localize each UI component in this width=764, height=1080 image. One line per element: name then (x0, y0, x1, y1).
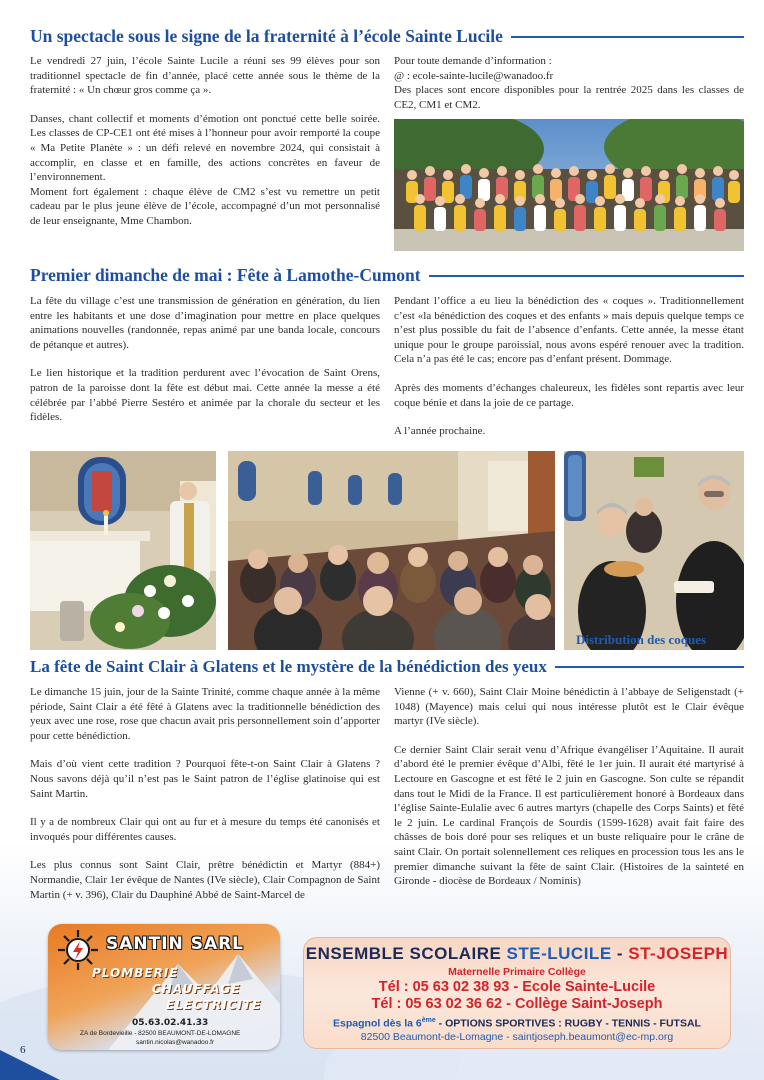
service-electricite: ELECTRICITE (166, 998, 262, 1012)
section3-right-column (394, 685, 744, 889)
paragraph: Il y a de nombreux Clair qui ont au fur et à mesure du temps été canonisés et invoqués pour différentes causes. (30, 816, 380, 843)
paragraph: A l’année prochaine. (394, 425, 486, 438)
page-corner-accent (0, 1050, 60, 1080)
school-contact: 82500 Beaumont-de-Lomagne - saintjoseph.beaumont@ec-mp.org (360, 1031, 674, 1043)
section2-left-column (30, 294, 380, 425)
advertisement-ensemble-scolaire (303, 937, 731, 1049)
page-number: 6 (20, 1044, 26, 1056)
santin-email: santin.nicolas@wanadoo.fr (136, 1039, 215, 1046)
title-rule (555, 666, 744, 668)
section-title-school-show: Un spectacle sous le signe de la fraternité à l’école Sainte Lucile (30, 26, 744, 47)
santin-address: ZA de Bordevieille - 82500 BEAUMONT-DE-LOMAGNE (80, 1030, 241, 1037)
paragraph: Les plus connus sont Saint Clair, prêtre bénédictin et Martyr (884+) Normandie, Clair 1er évêque de Nantes (IVe siècle), Clair Compagnon de Saint Martin (+ v. 396), Clair du Dauphiné Abbé de Saint-Marcel de (30, 859, 380, 901)
section1-left-column (30, 54, 380, 229)
info-line: Des places sont encore disponibles pour la rentrée 2025 dans les classes de CE2, CM1 et CM2. (394, 84, 744, 111)
paragraph: La fête du village c’est une transmission de génération en génération, du lien entre les habitants et une dose d’imagination pour mettre en place quelques animations nouvelles (randonnée, repas animé par une banda locale, concours de pétanque et autres). (30, 295, 380, 351)
santin-phone: 05.63.02.41.33 (132, 1018, 209, 1028)
section3-left-column (30, 685, 380, 902)
section-title-lamothe-fete: Premier dimanche de mai : Fête à Lamothe-Cumont (30, 265, 744, 286)
service-plomberie: PLOMBERIE (92, 966, 179, 980)
paragraph: Le dimanche 15 juin, jour de la Sainte Trinité, comme chaque année à la même période, Saint Clair a été fêté à Glatens avec la traditionnelle bénédiction des yeux avec une rose, rose que chacun avait pris personnellement soin d’apporter pour cette bénédiction. (30, 686, 380, 742)
school-phone-college: Tél : 05 63 02 36 62 - Collège Saint-Joseph (371, 996, 663, 1012)
paragraph: Pendant l’office a eu lieu la bénédiction des « coques ». Traditionnellement c’est «la bénédiction des coques et des enfants » mais depuis quelque temps ce n’est plus possible du fait de l’absence d’enfants. Cette année, la messe étant unique pour le groupe paroissial, nous avons espéré renouer avec la tradition. Cela n’a pas été le cas; encore pas d’enfant présent. Dommage. (394, 295, 744, 366)
photo-church-congregation (228, 451, 555, 650)
photo-priest-altar (30, 451, 216, 650)
paragraph: Le lien historique et la tradition perdurent avec l’évocation de Saint Orens, patron de la paroisse dont la fête est début mai. Cette année la messe a été célébrée par l’abbé Pierre Sestéro et animée par la chorale du secteur et les fidèles. (30, 367, 380, 424)
advertisement-santin (48, 924, 280, 1050)
photo-school-children-stage (394, 119, 744, 251)
paragraph: Le vendredi 27 juin, l’école Sainte Lucile a réuni ses 99 élèves pour son traditionnel spectacle de fin d’année, placé cette année sous le thème de la fraternité : « Un chœur gros comme ça ». (30, 55, 380, 97)
school-ad-title: ENSEMBLE SCOLAIRE STE-LUCILE - ST-JOSEPH (305, 944, 729, 963)
title-rule (429, 275, 744, 277)
paragraph: Vienne (+ v. 660), Saint Clair Moine bénédictin à l’abbaye de Seligenstadt (+ 1048) (Mayence) mais celui qui nous intéresse plutôt est le Clair évêque martyr (IVe siècle). (394, 686, 744, 728)
photo-coques-distribution (564, 451, 744, 650)
santin-brand: SANTIN SARL (106, 934, 245, 954)
paragraph: Danses, chant collectif et moments d’émotion ont ponctué cette belle soirée. Les classes de CP-CE1 ont été mises à l’honneur pour avoir remporté la coupe « Ma Petite Planète » : un défi relevé en novembre 2024, qui consistait à accomplir, en classe et en famille, des actions concrètes en faveur de l’environnement. (30, 112, 380, 184)
service-chauffage: CHAUFFAGE (152, 982, 241, 996)
paragraph: Ce dernier Saint Clair serait venu d’Afrique évangéliser l’Aquitaine. Il aurait d’abord été le premier évêque d’Albi, fêté le 1er juin. Il aurait été martyrisé à Lectoure en Gascogne et est fêté le 2 juin en Gascogne. Son culte se répandit dans tout le Midi de la France. Il est particulièrement honoré à Bordeaux dans l’église Sainte-Eulalie avec 6 autres martyrs (chapelle des Corps Saints) et fêté le 2 juin. Le cardinal François de Sourdis (1599-1628) avait fait faire des châsses de bois doré pour ses reliques et un buste reliquaire pour le crâne de saint Clair. On portait solennellement ces reliques en procession tous les ans le premier dimanche suivant la fête de saint Clair. (Histoires de la sainteté en Gironde - diocèse de Bordeaux / Nominis) (394, 743, 744, 888)
section2-right-column (394, 294, 744, 439)
title-rule (511, 36, 744, 38)
section1-right-column (394, 54, 744, 112)
email-line: @ : ecole-sainte-lucile@wanadoo.fr (394, 69, 554, 82)
section-title-saint-clair: La fête de Saint Clair à Glatens et le mystère de la bénédiction des yeux (30, 657, 744, 677)
paragraph: Après des moments d’échanges chaleureux, les fidèles sont repartis avec leur coque bénie et dans la joie de ce partage. (394, 381, 744, 409)
school-levels: Maternelle Primaire Collège (448, 966, 586, 978)
photo-caption: Distribution des coques (576, 632, 707, 647)
paragraph: Moment fort également : chaque élève de CM2 s’est vu remettre un petit cadeau par le plus jeune élève de l’école, accompagné d’un mot personnalisé de leur enseignante, Mme Chambon. (30, 185, 380, 227)
school-options: Espagnol dès la 6ème - OPTIONS SPORTIVES : RUGBY - TENNIS - FUTSAL (333, 1017, 701, 1030)
info-line: Pour toute demande d’information : (394, 55, 552, 67)
school-phone-ecole: Tél : 05 63 02 38 93 - Ecole Sainte-Lucile (378, 979, 656, 995)
paragraph: Mais d’où vient cette tradition ? Pourquoi fête-t-on Saint Clair à Glatens ? Nous savons déjà qu’il n’est pas le Saint patron de l’église glatinoise qui est Saint Martin. (30, 758, 380, 800)
